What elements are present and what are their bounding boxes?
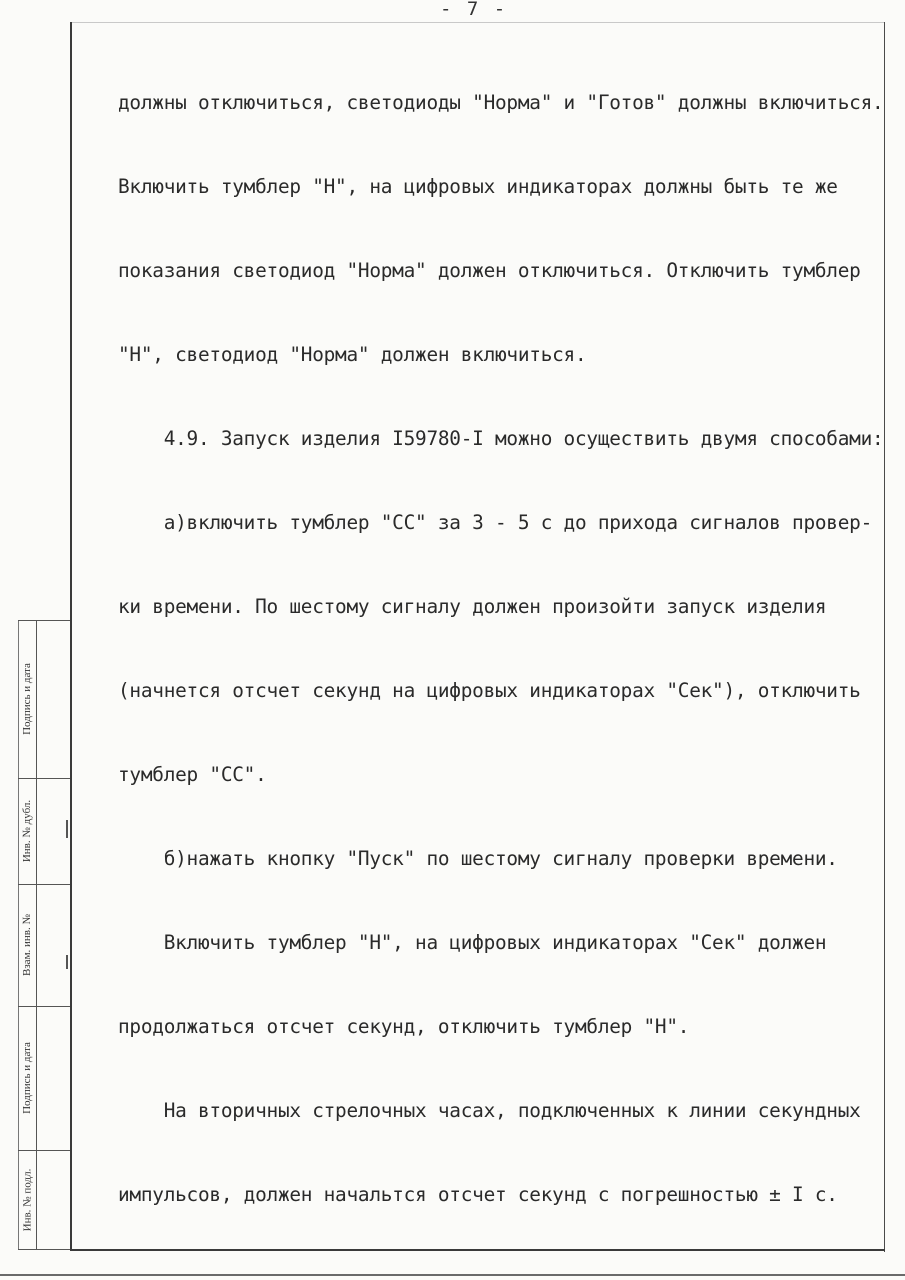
text-line: импульсов, должен начальтся отсчет секунд с погрешностью ± I с. (118, 1183, 838, 1206)
page-number: - 7 - (440, 0, 508, 20)
text-line: Включить тумблер "Н", на цифровых индикаторах должны быть те же (118, 175, 838, 198)
stamp-strip (18, 620, 70, 1250)
text-line: б)нажать кнопку "Пуск" по шестому сигналу проверки времени. (118, 847, 838, 870)
text-line: а)включить тумблер "СС" за 3 - 5 с до прихода сигналов провер- (118, 511, 872, 534)
text-line: (начнется отсчет секунд на цифровых индикаторах "Сек"), отключить (118, 679, 861, 702)
stamp-field-duplicate-inventory: Инв. № дубл. (21, 799, 34, 863)
scan-mark (66, 820, 68, 838)
document-body (118, 33, 884, 1237)
scan-mark (66, 955, 68, 969)
text-line: должны отключиться, светодиоды "Норма" и "Готов" должны включиться. (118, 91, 884, 114)
strip-separator (18, 1249, 70, 1250)
text-line: Включить тумблер "Н", на цифровых индикаторах "Сек" должен (118, 931, 827, 954)
stamp-field-signature-date: Подпись и дата (21, 663, 33, 735)
text-line: ки времени. По шестому сигналу должен произойти запуск изделия (118, 595, 827, 618)
page-bottom-edge (0, 1274, 905, 1276)
frame-top-line (70, 22, 885, 23)
text-line: 4.9. Запуск изделия I59780-I можно осуществить двумя способами: (118, 427, 884, 450)
stamp-field-signature-date-2: Подпись и дата (21, 1042, 33, 1114)
text-line: продолжаться отсчет секунд, отключить тумблер "Н". (118, 1015, 690, 1038)
text-line: "Н", светодиод "Норма" должен включиться. (118, 343, 587, 366)
stamp-field-replacement-inventory: Взам. инв. № (21, 914, 33, 976)
frame-left-border (70, 22, 72, 1250)
strip-inner-line (36, 620, 37, 1250)
text-line: тумблер "СС". (118, 763, 267, 786)
frame-bottom-border (70, 1249, 885, 1251)
text-line: показания светодиод "Норма" должен отключиться. Отключить тумблер (118, 259, 861, 282)
frame-right-border (884, 22, 885, 1252)
text-line: На вторичных стрелочных часах, подключенных к линии секундных (118, 1099, 861, 1122)
stamp-field-original-inventory: Инв. № подл. (21, 1168, 33, 1231)
